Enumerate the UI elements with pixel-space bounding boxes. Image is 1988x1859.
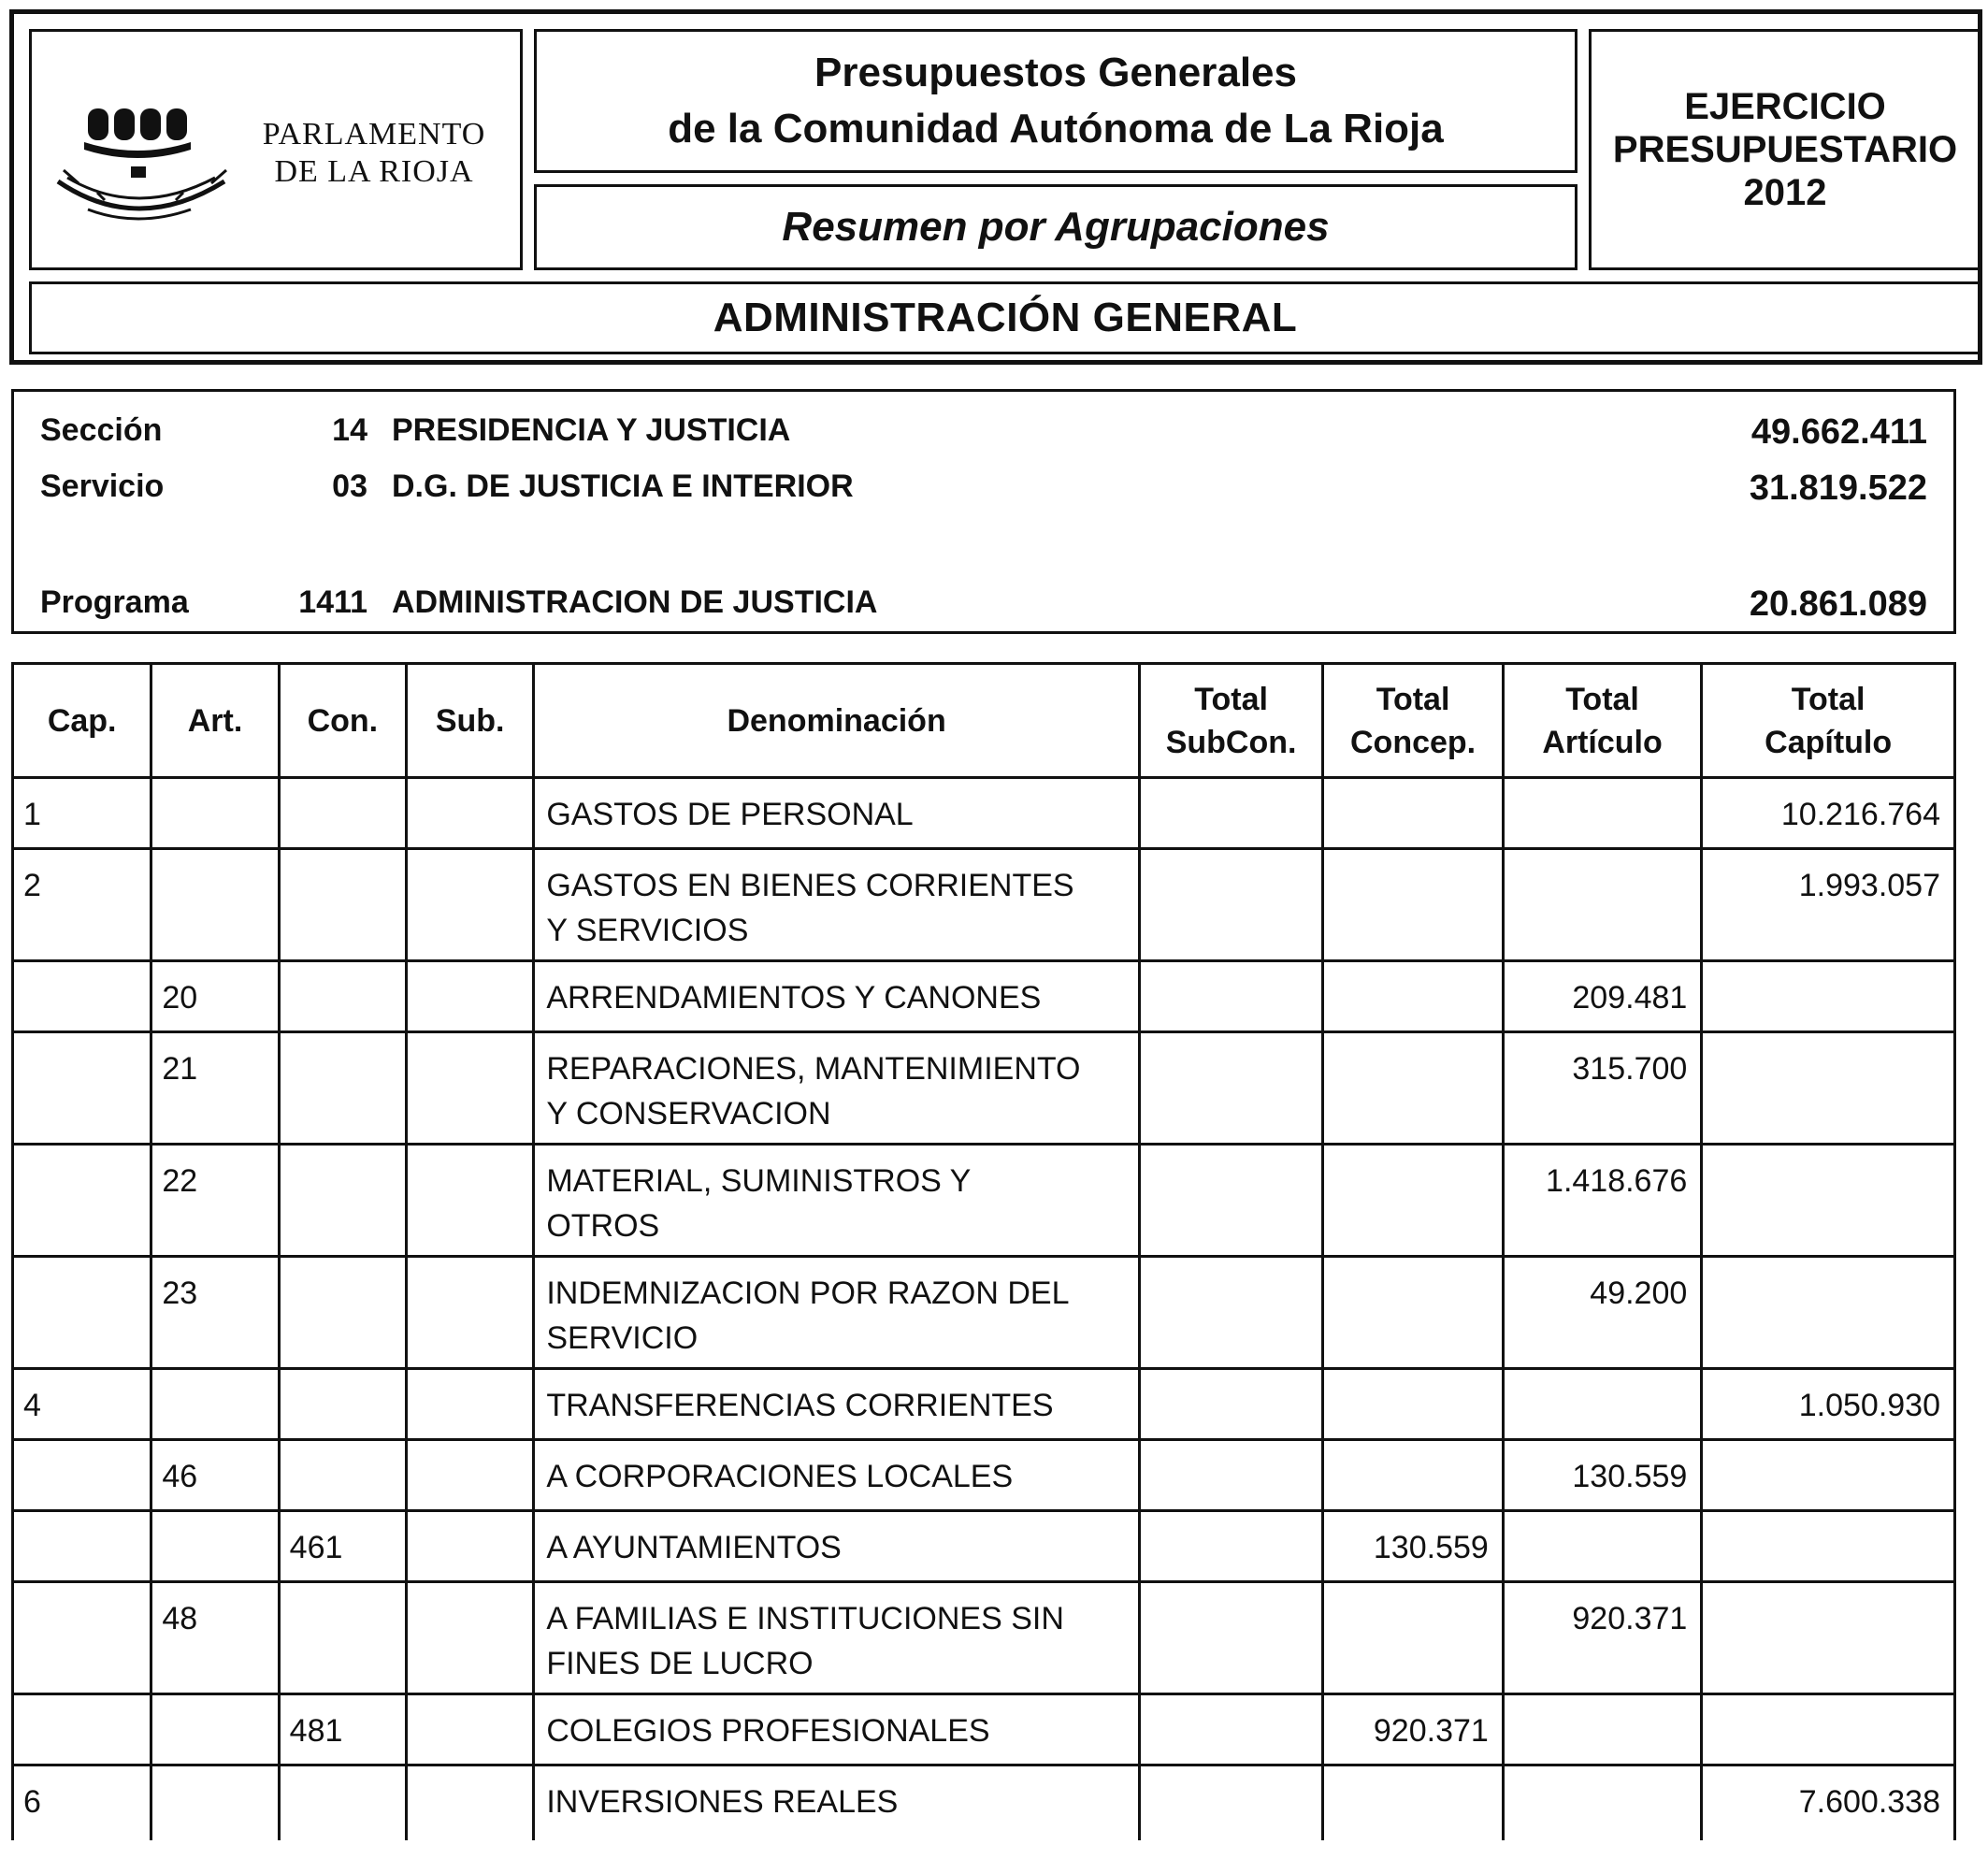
- total-subcon-cell: [1139, 1145, 1322, 1257]
- denominacion-line2: OTROS: [546, 1208, 660, 1244]
- sub-cell: [407, 849, 534, 961]
- servicio-name: D.G. DE JUSTICIA E INTERIOR: [392, 468, 854, 504]
- header-total-articulo-line1: Total: [1565, 681, 1639, 717]
- seccion-row: [14, 405, 1953, 457]
- total-concep-cell: [1323, 1145, 1503, 1257]
- sub-cell: [407, 1145, 534, 1257]
- table-header-row: [13, 664, 1955, 778]
- total-concep-cell: [1323, 1032, 1503, 1145]
- seccion-code: 14: [332, 412, 367, 448]
- cap-cell: [13, 1145, 151, 1257]
- denominacion-line1: GASTOS DE PERSONAL: [546, 797, 914, 832]
- header-total-subcon-line1: Total: [1194, 681, 1268, 717]
- con-cell: [279, 1369, 406, 1440]
- programa-row: [14, 577, 1953, 629]
- art-cell: [151, 1765, 279, 1840]
- total-articulo-cell: [1503, 1765, 1702, 1840]
- total-capitulo-cell: [1702, 961, 1955, 1032]
- header-con: Con.: [279, 664, 406, 778]
- denominacion-cell: [534, 1511, 1140, 1582]
- total-concep-cell: 130.559: [1323, 1511, 1503, 1582]
- parliament-name-line2: DE LA RIOJA: [274, 154, 474, 189]
- budget-table: [11, 662, 1956, 1840]
- con-cell: [279, 849, 406, 961]
- sub-cell: [407, 778, 534, 849]
- header-total-capitulo-line1: Total: [1791, 681, 1866, 717]
- total-articulo-cell: 920.371: [1503, 1582, 1702, 1694]
- art-cell: [151, 1694, 279, 1765]
- denominacion-line1: ARRENDAMIENTOS Y CANONES: [546, 980, 1042, 1016]
- fiscal-year-label-line1: EJERCICIO: [1684, 86, 1886, 127]
- table-row: [13, 1257, 1955, 1369]
- denominacion-line1: INVERSIONES REALES: [546, 1784, 899, 1820]
- sub-cell: [407, 1369, 534, 1440]
- seccion-amount: 49.662.411: [1750, 412, 1927, 452]
- sub-cell: [407, 1582, 534, 1694]
- parliament-emblem-icon: [50, 69, 238, 228]
- table-row: [13, 961, 1955, 1032]
- administration-banner-text: ADMINISTRACIÓN GENERAL: [713, 295, 1298, 340]
- total-concep-cell: 920.371: [1323, 1694, 1503, 1765]
- art-cell: [151, 849, 279, 961]
- art-cell: 22: [151, 1145, 279, 1257]
- header-total-articulo-line2: Artículo: [1542, 724, 1663, 760]
- parliament-logo-box: [29, 29, 523, 270]
- art-cell: [151, 1369, 279, 1440]
- budget-table-body: [13, 778, 1955, 1840]
- header-art: Art.: [151, 664, 279, 778]
- denominacion-line1: TRANSFERENCIAS CORRIENTES: [546, 1388, 1054, 1423]
- fiscal-year-label-line2: PRESUPUESTARIO: [1612, 129, 1958, 170]
- total-articulo-cell: 1.418.676: [1503, 1145, 1702, 1257]
- total-capitulo-cell: [1702, 1145, 1955, 1257]
- sub-cell: [407, 1765, 534, 1840]
- denominacion-cell: [534, 1369, 1140, 1440]
- denominacion-line2: Y CONSERVACION: [546, 1096, 831, 1131]
- table-row: [13, 849, 1955, 961]
- total-articulo-cell: [1503, 1369, 1702, 1440]
- total-capitulo-cell: [1702, 1582, 1955, 1694]
- section-info-panel: [11, 389, 1956, 634]
- table-row: [13, 1032, 1955, 1145]
- total-concep-cell: [1323, 961, 1503, 1032]
- art-cell: 20: [151, 961, 279, 1032]
- cap-cell: [13, 1582, 151, 1694]
- header-cap: Cap.: [13, 664, 151, 778]
- denominacion-line2: Y SERVICIOS: [546, 913, 749, 948]
- table-row: [13, 778, 1955, 849]
- servicio-code: 03: [332, 468, 367, 504]
- total-concep-cell: [1323, 1257, 1503, 1369]
- total-concep-cell: [1323, 1765, 1503, 1840]
- total-capitulo-cell: 1.993.057: [1702, 849, 1955, 961]
- denominacion-cell: [534, 1582, 1140, 1694]
- total-subcon-cell: [1139, 1765, 1322, 1840]
- denominacion-line1: GASTOS EN BIENES CORRIENTES: [546, 868, 1074, 903]
- denominacion-line1: A AYUNTAMIENTOS: [546, 1530, 842, 1565]
- con-cell: [279, 778, 406, 849]
- summary-subtitle-box: [534, 184, 1577, 270]
- table-row: [13, 1145, 1955, 1257]
- budget-title-box: [534, 29, 1577, 173]
- total-articulo-cell: [1503, 849, 1702, 961]
- total-articulo-cell: 49.200: [1503, 1257, 1702, 1369]
- denominacion-line1: A CORPORACIONES LOCALES: [546, 1459, 1014, 1494]
- denominacion-line1: INDEMNIZACION POR RAZON DEL: [546, 1275, 1070, 1311]
- header-total-capitulo: [1702, 664, 1955, 778]
- total-articulo-cell: [1503, 778, 1702, 849]
- header-total-concep-line2: Concep.: [1350, 724, 1477, 760]
- denominacion-cell: [534, 1145, 1140, 1257]
- total-subcon-cell: [1139, 1257, 1322, 1369]
- programa-code: 1411: [298, 584, 367, 620]
- budget-title-line1: Presupuestos Generales: [814, 50, 1297, 95]
- cap-cell: [13, 961, 151, 1032]
- total-capitulo-cell: [1702, 1257, 1955, 1369]
- cap-cell: [13, 1032, 151, 1145]
- art-cell: 46: [151, 1440, 279, 1511]
- sub-cell: [407, 1257, 534, 1369]
- programa-label: Programa: [40, 584, 189, 620]
- sub-cell: [407, 1032, 534, 1145]
- cap-cell: [13, 1257, 151, 1369]
- administration-banner: [29, 281, 1981, 354]
- denominacion-cell: [534, 1440, 1140, 1511]
- table-row: [13, 1694, 1955, 1765]
- denominacion-line2: FINES DE LUCRO: [546, 1646, 814, 1681]
- total-subcon-cell: [1139, 1440, 1322, 1511]
- servicio-row: [14, 461, 1953, 513]
- total-subcon-cell: [1139, 1582, 1322, 1694]
- header-total-concep-line1: Total: [1376, 681, 1450, 717]
- total-subcon-cell: [1139, 1511, 1322, 1582]
- denominacion-cell: [534, 778, 1140, 849]
- programa-name: ADMINISTRACION DE JUSTICIA: [392, 584, 878, 620]
- con-cell: [279, 1582, 406, 1694]
- total-capitulo-cell: [1702, 1511, 1955, 1582]
- total-subcon-cell: [1139, 961, 1322, 1032]
- total-capitulo-cell: 7.600.338: [1702, 1765, 1955, 1840]
- cap-cell: 6: [13, 1765, 151, 1840]
- fiscal-year-box: [1589, 29, 1981, 270]
- con-cell: [279, 1440, 406, 1511]
- parliament-name-line1: PARLAMENTO: [262, 117, 486, 151]
- total-subcon-cell: [1139, 1032, 1322, 1145]
- total-capitulo-cell: [1702, 1694, 1955, 1765]
- total-articulo-cell: 209.481: [1503, 961, 1702, 1032]
- con-cell: [279, 961, 406, 1032]
- con-cell: [279, 1032, 406, 1145]
- cap-cell: [13, 1440, 151, 1511]
- total-capitulo-cell: [1702, 1032, 1955, 1145]
- parliament-name: [243, 116, 505, 191]
- total-concep-cell: [1323, 778, 1503, 849]
- header-denominacion: Denominación: [534, 664, 1140, 778]
- total-subcon-cell: [1139, 778, 1322, 849]
- total-articulo-cell: [1503, 1511, 1702, 1582]
- servicio-label: Servicio: [40, 468, 165, 504]
- total-capitulo-cell: [1702, 1440, 1955, 1511]
- sub-cell: [407, 1694, 534, 1765]
- header-sub: Sub.: [407, 664, 534, 778]
- denominacion-line1: COLEGIOS PROFESIONALES: [546, 1713, 990, 1749]
- cap-cell: [13, 1694, 151, 1765]
- total-concep-cell: [1323, 1582, 1503, 1694]
- con-cell: 461: [279, 1511, 406, 1582]
- cap-cell: 2: [13, 849, 151, 961]
- denominacion-cell: [534, 1694, 1140, 1765]
- table-row: [13, 1582, 1955, 1694]
- art-cell: 48: [151, 1582, 279, 1694]
- sub-cell: [407, 1511, 534, 1582]
- header-total-subcon: [1139, 664, 1322, 778]
- total-capitulo-cell: 1.050.930: [1702, 1369, 1955, 1440]
- header-total-subcon-line2: SubCon.: [1165, 724, 1297, 760]
- table-row: [13, 1765, 1955, 1840]
- cap-cell: [13, 1511, 151, 1582]
- header-total-articulo: [1503, 664, 1702, 778]
- total-articulo-cell: 315.700: [1503, 1032, 1702, 1145]
- sub-cell: [407, 961, 534, 1032]
- total-capitulo-cell: 10.216.764: [1702, 778, 1955, 849]
- total-articulo-cell: 130.559: [1503, 1440, 1702, 1511]
- cap-cell: 1: [13, 778, 151, 849]
- con-cell: [279, 1145, 406, 1257]
- table-row: [13, 1440, 1955, 1511]
- denominacion-cell: [534, 1257, 1140, 1369]
- total-subcon-cell: [1139, 1369, 1322, 1440]
- cap-cell: 4: [13, 1369, 151, 1440]
- sub-cell: [407, 1440, 534, 1511]
- table-row: [13, 1369, 1955, 1440]
- seccion-label: Sección: [40, 412, 163, 448]
- denominacion-line1: MATERIAL, SUMINISTROS Y: [546, 1163, 972, 1199]
- total-concep-cell: [1323, 1440, 1503, 1511]
- document-header: [9, 9, 1982, 365]
- fiscal-year-value: 2012: [1743, 172, 1827, 213]
- art-cell: [151, 778, 279, 849]
- total-concep-cell: [1323, 849, 1503, 961]
- programa-amount: 20.861.089: [1749, 584, 1927, 624]
- art-cell: [151, 1511, 279, 1582]
- budget-title-line2: de la Comunidad Autónoma de La Rioja: [668, 106, 1444, 151]
- art-cell: 21: [151, 1032, 279, 1145]
- denominacion-cell: [534, 1765, 1140, 1840]
- header-total-capitulo-line2: Capítulo: [1765, 724, 1893, 760]
- denominacion-cell: [534, 1032, 1140, 1145]
- art-cell: 23: [151, 1257, 279, 1369]
- denominacion-line1: A FAMILIAS E INSTITUCIONES SIN: [546, 1601, 1064, 1636]
- con-cell: 481: [279, 1694, 406, 1765]
- denominacion-cell: [534, 961, 1140, 1032]
- total-subcon-cell: [1139, 1694, 1322, 1765]
- summary-subtitle: Resumen por Agrupaciones: [782, 204, 1330, 250]
- seccion-name: PRESIDENCIA Y JUSTICIA: [392, 412, 791, 448]
- denominacion-cell: [534, 849, 1140, 961]
- denominacion-line2: SERVICIO: [546, 1320, 699, 1356]
- header-total-concep: [1323, 664, 1503, 778]
- servicio-amount: 31.819.522: [1749, 468, 1927, 508]
- denominacion-line1: REPARACIONES, MANTENIMIENTO: [546, 1051, 1081, 1087]
- total-subcon-cell: [1139, 849, 1322, 961]
- con-cell: [279, 1257, 406, 1369]
- table-row: [13, 1511, 1955, 1582]
- con-cell: [279, 1765, 406, 1840]
- total-articulo-cell: [1503, 1694, 1702, 1765]
- total-concep-cell: [1323, 1369, 1503, 1440]
